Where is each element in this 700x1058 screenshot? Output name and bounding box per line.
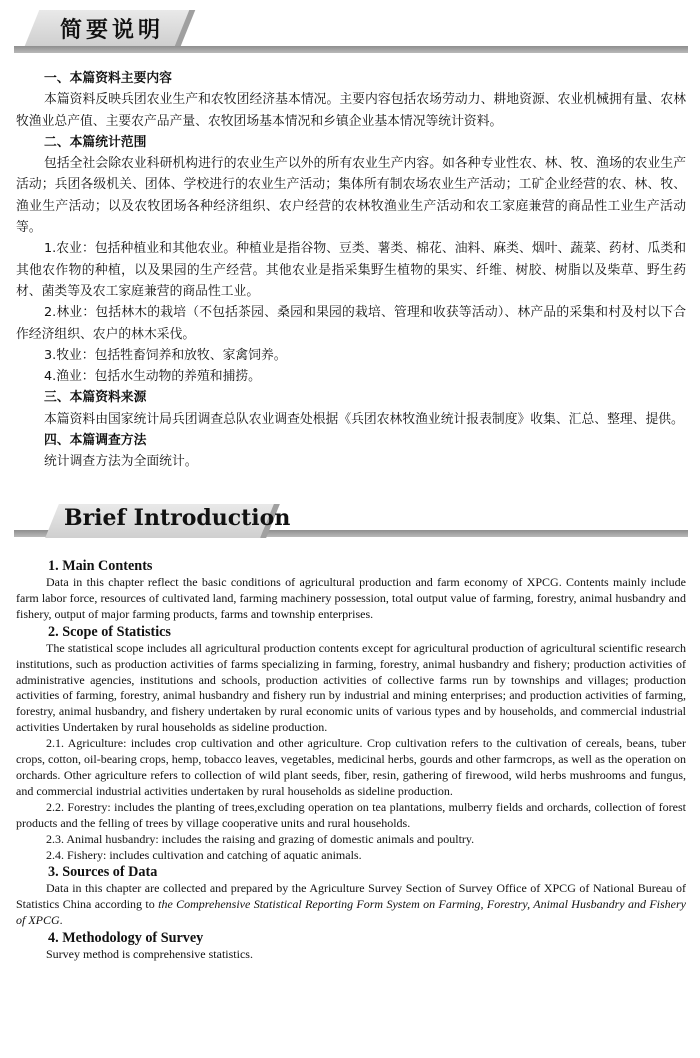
cn-paragraph: 本篇资料由国家统计局兵团调查总队农业调查处根据《兵团农林牧渔业统计报表制度》收集、汇总、整理、提供。: [44, 411, 684, 427]
en-heading-scope: 2. Scope of Statistics: [48, 623, 171, 640]
en-paragraph: The statistical scope includes all agricultural production contents except for agricultural production of agricultural scientific research institutions, such as production activities of farms specializing in farming, forestry, animal husbandry and fishery; production activities of administrative agencies, institutions and schools, production activities of collective farms run by townships and villages; production activities of farming, forestry, animal husbandry and fishery run by industrial and mining enterprises; and production activities of farming, forestry, animal husbandry, and fishery undertaken by rural economic units of various types and by households, and commercial industrial activities Undertaken by rural households as sideline production.: [16, 640, 686, 735]
en-sources-text: Data in this chapter are collected and prepared by the Agriculture Survey Section of Survey Office of XPCG of National Bureau of Statistics China according to: [16, 881, 686, 912]
en-paragraph: Data in this chapter reflect the basic conditions of agricultural production and farm economy of XPCG. Contents mainly include farm labor force, resources of cultivated land, farming machinery possession, total output value of farming, forestry, animal husbandry and fishery, output of major farming products, farms and township enterprises.: [16, 575, 686, 621]
chinese-section-title: 简要说明: [60, 17, 165, 43]
cn-heading-methodology: 四、本篇调查方法: [44, 433, 147, 449]
cn-paragraph-forestry: 2.林业：包括林木的栽培（不包括茶园、桑园和果园的栽培、管理和收获等活动）、林产品的采集和村及村以下合作经济组织、农户的林木采伐。: [16, 305, 686, 342]
cn-paragraph-agriculture: 1.农业：包括种植业和其他农业。种植业是指谷物、豆类、薯类、棉花、油料、麻类、烟叶、蔬菜、药材、瓜类和其他农作物的种植，以及果园的生产经营。其他农业是指采集野生植物的果实、纤维、树胶、树脂以及柴草、野生药材、菌类等及农工家庭兼营的商品性工业。: [16, 241, 686, 299]
en-heading-methodology: 4. Methodology of Survey: [48, 930, 204, 947]
en-paragraph-sources: [16, 881, 686, 929]
en-paragraph-forestry: 2.2. Forestry: includes the planting of trees,excluding operation on tea plantations, mulberry fields and orchards, collection of forest products and the felling of trees by village cooperative units and rural households.: [16, 799, 686, 830]
cn-paragraph: 本篇资料反映兵团农业生产和农牧团经济基本情况。主要内容包括农场劳动力、耕地资源、农业机械拥有量、农林牧渔业总产值、主要农产品产量、农牧团场基本情况和乡镇企业基本情况等统计资料。: [16, 92, 686, 129]
cn-heading-scope: 二、本篇统计范围: [44, 134, 147, 150]
cn-paragraph-fishery: 4.渔业：包括水生动物的养殖和捕捞。: [44, 369, 261, 385]
cn-heading-sources: 三、本篇资料来源: [44, 390, 147, 406]
banner-rule: [14, 46, 688, 53]
chinese-section-body: [16, 68, 686, 473]
en-heading-main-contents: 1. Main Contents: [48, 558, 153, 574]
english-section-body: [16, 557, 686, 963]
chinese-section-banner: [14, 8, 688, 48]
en-paragraph-animal-husbandry: 2.3. Animal husbandry: includes the raising and grazing of domestic animals and poultry.: [46, 831, 475, 846]
cn-paragraph-animal-husbandry: 3.牧业：包括牲畜饲养和放牧、家禽饲养。: [44, 347, 287, 363]
english-section-banner: [14, 500, 688, 540]
cn-paragraph: 统计调查方法为全面统计。: [44, 454, 198, 470]
en-paragraph: Survey method is comprehensive statistics.: [46, 947, 253, 962]
en-paragraph-agriculture: 2.1. Agriculture: includes crop cultivation and other agriculture. Crop cultivation refers to the cultivation of cereals, beans, tuber crops, cotton, oil-bearing crops, hemp, tobacco leaves, vegetables, medicinal herbs, gourds and other farmcrops, as well as the operation on orchards. Other agriculture refers to collection of wild plant seeds, fiber, resin, gathering of firewood, wild herbs mushrooms and fungus, and commercial industrial activities undertaken by rural households as sideline production.: [16, 736, 686, 798]
en-sources-period: .: [59, 913, 63, 928]
cn-heading-main-contents: 一、本篇资料主要内容: [44, 71, 172, 86]
en-paragraph-fishery: 2.4. Fishery: includes cultivation and catching of aquatic animals.: [46, 847, 362, 862]
english-section-title: Brief Introduction: [64, 505, 291, 531]
en-sources-document-title: the Comprehensive Statistical Reporting Form System on Farming, Forestry, Animal Husbandry and Fishery of XPCG: [16, 897, 686, 928]
en-heading-sources: 3. Sources of Data: [48, 864, 158, 881]
cn-paragraph: 包括全社会除农业科研机构进行的农业生产以外的所有农业生产内容。如各种专业性农、林、牧、渔场的农业生产活动；兵团各级机关、团体、学校进行的农业生产活动；集体所有制农场农业生产活动；工矿企业经营的农、林、牧、渔业生产活动；以及农牧团场各种经济组织、农户经营的农林牧渔业生产活动和农工家庭兼营的商品性工业生产活动等。: [16, 156, 686, 236]
